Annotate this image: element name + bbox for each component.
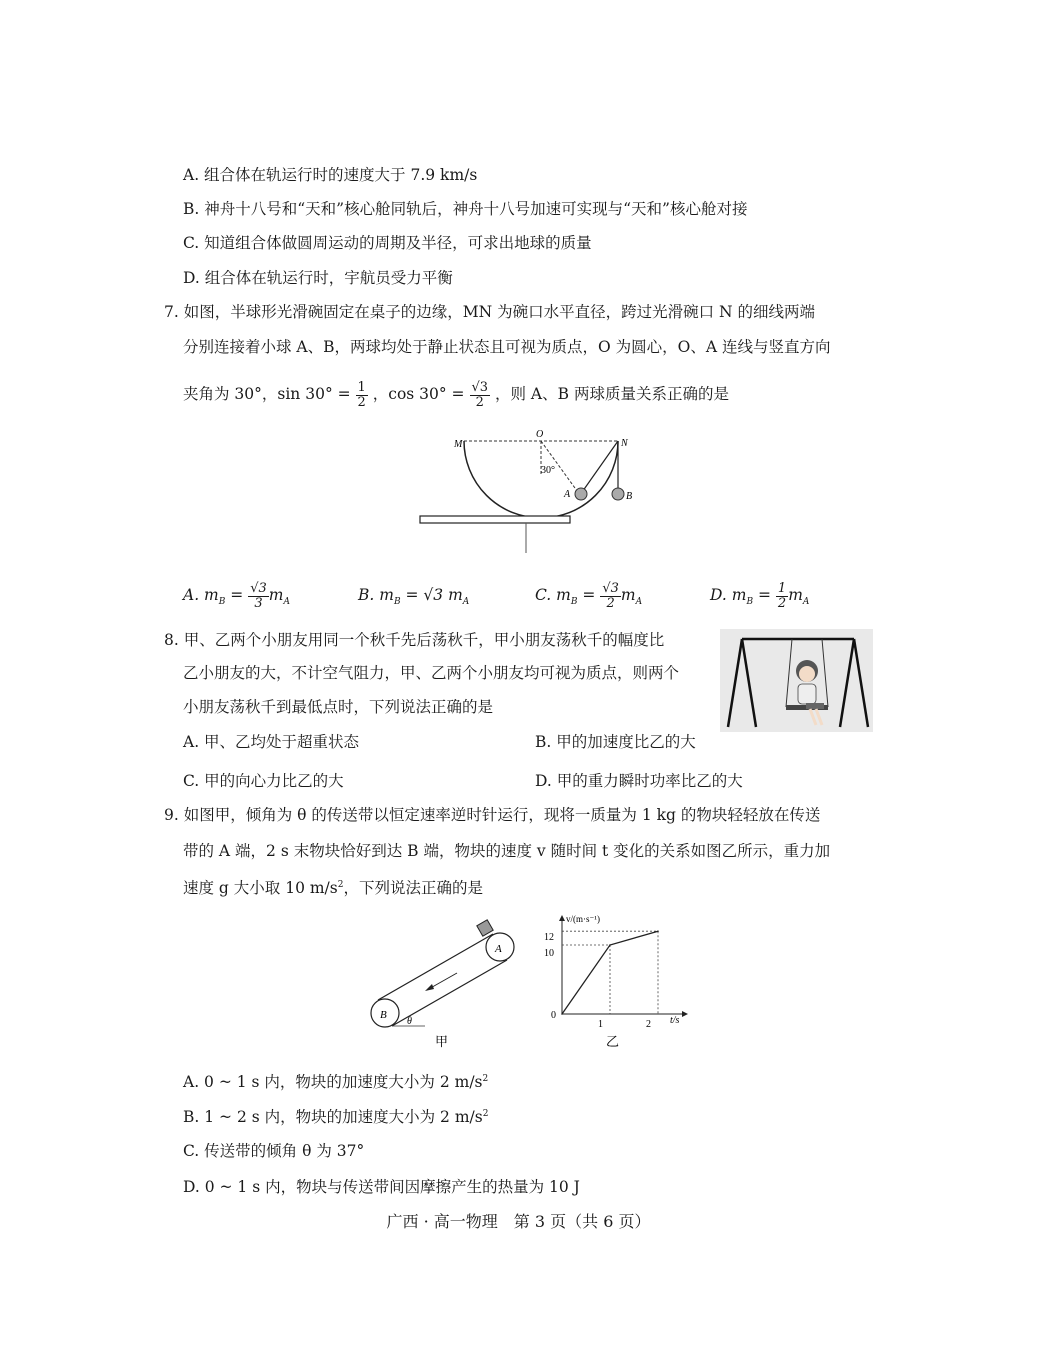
x-axis-label: t/s [670, 1015, 680, 1026]
girl-body [798, 684, 816, 704]
ball-b [612, 488, 624, 500]
q6-option-c: C. 知道组合体做圆周运动的周期及半径，可求出地球的质量 [183, 234, 592, 252]
q9-stem-line2: 带的 A 端，2 s 末物块恰好到达 B 端，物块的速度 v 随时间 t 变化的关系如图乙所示，重力加 [183, 842, 831, 860]
y-tick-10: 10 [544, 948, 554, 959]
q8-stem-line1: 8. 甲、乙两个小朋友用同一个秋千先后荡秋千，甲小朋友荡秋千的幅度比 [164, 631, 665, 649]
q8-stem-line3: 小朋友荡秋千到最低点时，下列说法正确的是 [183, 698, 494, 716]
label-o: O [536, 429, 544, 440]
ball-a [575, 488, 587, 500]
q6-option-d: D. 组合体在轨运行时，宇航员受力平衡 [183, 269, 453, 287]
x-tick-2: 2 [646, 1019, 651, 1030]
swing-picture [720, 629, 873, 732]
q8-option-d: D. 甲的重力瞬时功率比乙的大 [535, 772, 743, 790]
q7-stem-line2: 分别连接着小球 A、B，两球均处于静止状态且可视为质点，O 为圆心，O、A 连线与竖直方向 [183, 338, 831, 356]
caption-jia: 甲 [435, 1034, 449, 1049]
label-n: N [621, 438, 628, 449]
q7-option-a: A. $m_B$ = $\frac{√3}{3}$ $m_A$ [183, 580, 290, 611]
q9-stem-line1: 9. 如图甲，倾角为 θ 的传送带以恒定速率逆时针运行，现将一质量为 1 kg 的物块轻轻放在传送 [164, 806, 821, 824]
origin-label: 0 [551, 1010, 556, 1021]
q7-stem-line1: 7. 如图，半球形光滑碗固定在桌子的边缘，MN 为碗口水平直径，跨过光滑碗口 N 的细线两端 [164, 303, 815, 321]
page-footer: 广西 · 高一物理 第 3 页（共 6 页） [386, 1212, 651, 1231]
q9-vt-chart [540, 910, 700, 1052]
q7-option-b: B. $m_B = √3$ $m_A$ [358, 586, 470, 608]
table-top [420, 516, 570, 523]
q8-option-a: A. 甲、乙均处于超重状态 [183, 733, 360, 751]
q7-option-c: C. $m_B$ = $\frac{√3}{2}$ $m_A$ [535, 580, 643, 611]
q8-option-c: C. 甲的向心力比乙的大 [183, 772, 344, 790]
label-b: B [626, 491, 633, 502]
q9-option-a: A. 0 ~ 1 s 内，物块的加速度大小为 2 $m/s^2$ [183, 1073, 489, 1092]
q6-option-a: A. 组合体在轨运行时的速度大于 7.9 km/s [183, 166, 478, 184]
label-angle: 30° [541, 465, 555, 476]
string-a-line [580, 441, 618, 495]
x-axis-arrow [682, 1011, 688, 1017]
q9-option-d: D. 0 ~ 1 s 内，物块与传送带间因摩擦产生的热量为 10 J [183, 1178, 580, 1196]
q9-option-c: C. 传送带的倾角 θ 为 37° [183, 1142, 365, 1160]
q8-stem-line2: 乙小朋友的大，不计空气阻力，甲、乙两个小朋友均可视为质点，则两个 [183, 664, 680, 682]
motion-arrow-head [425, 984, 434, 991]
q8-option-b: B. 甲的加速度比乙的大 [535, 733, 696, 751]
y-tick-12: 12 [544, 932, 554, 943]
q9-stem-line3: 速度 g 大小取 10 $m/s^2$，下列说法正确的是 [183, 879, 483, 898]
belt-top [378, 934, 493, 1000]
q9-option-b: B. 1 ~ 2 s 内，物块的加速度大小为 2 $m/s^2$ [183, 1108, 489, 1127]
q9-conveyor-diagram [365, 918, 525, 1053]
block [477, 920, 493, 936]
x-tick-1: 1 [598, 1019, 603, 1030]
label-m: M [454, 439, 463, 450]
label-a: A [495, 943, 502, 955]
q7-bowl-diagram [418, 425, 648, 555]
girl-skirt [806, 703, 824, 709]
q7-stem-line3: 夹角为 30°，sin 30° = $\frac{1}{2}$ ，cos 30° = $\frac{√3}{2}$ ，则 A、B 两球质量关系正确的是 [183, 379, 729, 410]
caption-yi: 乙 [606, 1034, 620, 1049]
label-b: B [380, 1009, 387, 1021]
y-axis-label: v/(m·s⁻¹) [566, 914, 600, 924]
label-a: A [564, 489, 571, 500]
q6-option-b: B. 神舟十八号和“天和”核心舱同轨后，神舟十八号加速可实现与“天和”核心舱对接 [183, 200, 748, 218]
cos30-fraction: $\frac{√3}{2}$ [471, 379, 489, 410]
girl-face [799, 666, 815, 682]
q7-option-d: D. $m_B$ = $\frac{1}{2}$ $m_A$ [710, 580, 810, 611]
y-axis-arrow [559, 915, 565, 921]
sin30-fraction: $\frac{1}{2}$ [357, 379, 366, 410]
label-theta: θ [407, 1016, 412, 1027]
